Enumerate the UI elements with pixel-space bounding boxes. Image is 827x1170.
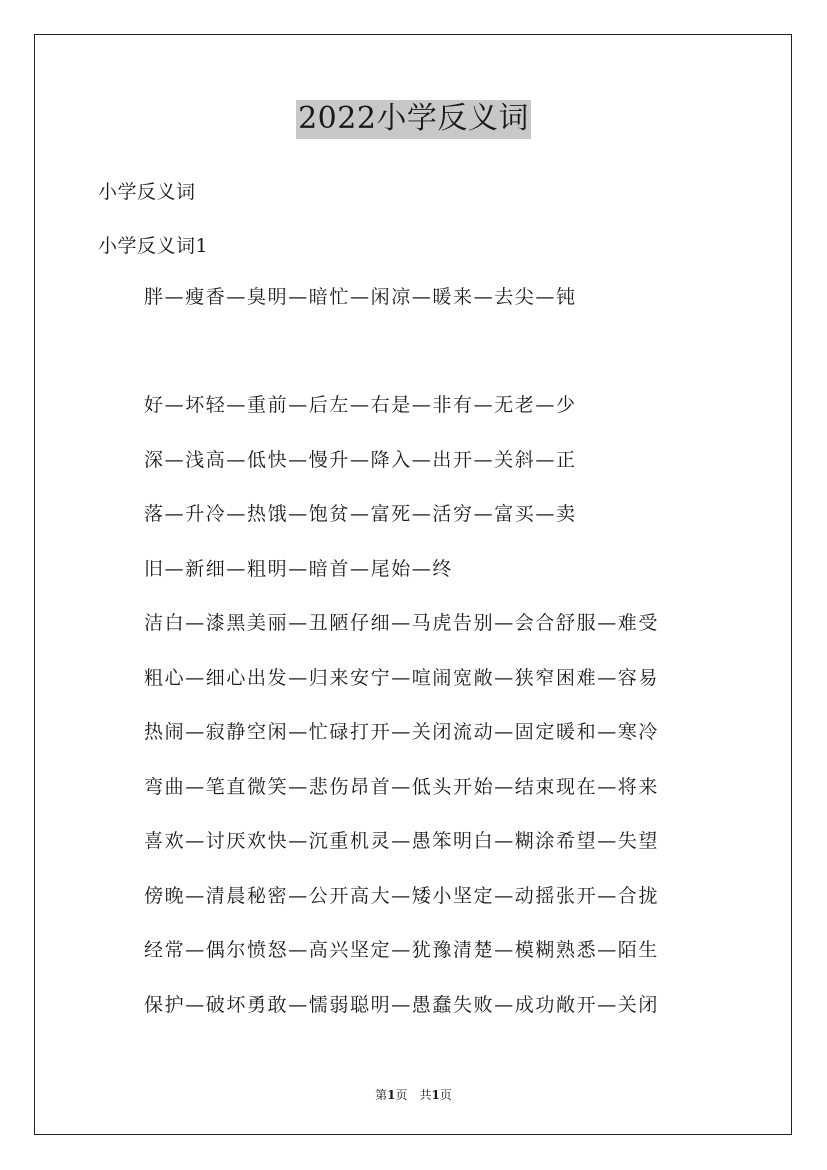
total-suffix: 页 [439, 1088, 452, 1102]
section-heading: 小学反义词1 [98, 235, 209, 257]
antonym-line: 喜欢—讨厌欢快—沉重机灵—愚笨明白—糊涂希望—失望 [144, 830, 660, 852]
page-prefix: 第 [375, 1088, 388, 1102]
page-number: 1 [387, 1088, 396, 1102]
antonym-line: 洁白—漆黑美丽—丑陋仔细—马虎告别—会合舒服—难受 [144, 612, 660, 634]
antonym-line: 傍晚—清晨秘密—公开高大—矮小坚定—动摇张开—合拢 [144, 884, 660, 907]
total-prefix: 共 [419, 1088, 432, 1102]
total-pages: 1 [431, 1088, 440, 1102]
page-suffix: 页 [395, 1088, 408, 1102]
page-footer [0, 1086, 827, 1103]
antonym-line: 旧—新细—粗明—暗首—尾始—终 [144, 557, 454, 580]
antonym-list [144, 288, 704, 1050]
antonym-line: 经常—偶尔愤怒—高兴坚定—犹豫清楚—模糊熟悉—陌生 [144, 939, 660, 961]
antonym-line: 保护—破坏勇敢—懦弱聪明—愚蠢失败—成功敞开—关闭 [144, 993, 660, 1016]
antonym-line: 深—浅高—低快—慢升—降入—出开—关斜—正 [144, 448, 577, 471]
antonym-line: 落—升冷—热饿—饱贫—富死—活穷—富买—卖 [144, 503, 577, 525]
document-title [0, 100, 827, 139]
antonym-line: 弯曲—笔直微笑—悲伤昂首—低头开始—结束现在—将来 [144, 775, 660, 798]
antonym-line: 粗心—细心出发—归来安宁—喧闹宽敞—狭窄困难—容易 [144, 666, 660, 689]
document-title-text: 2022小学反义词 [296, 100, 531, 139]
document-subtitle: 小学反义词 [98, 181, 196, 203]
antonym-line: 好—坏轻—重前—后左—右是—非有—无老—少 [144, 394, 577, 416]
antonym-line: 胖—瘦香—臭明—暗忙—闲凉—暖来—去尖—钝 [144, 286, 577, 308]
antonym-line: 热闹—寂静空闲—忙碌打开—关闭流动—固定暖和—寒冷 [144, 721, 660, 743]
